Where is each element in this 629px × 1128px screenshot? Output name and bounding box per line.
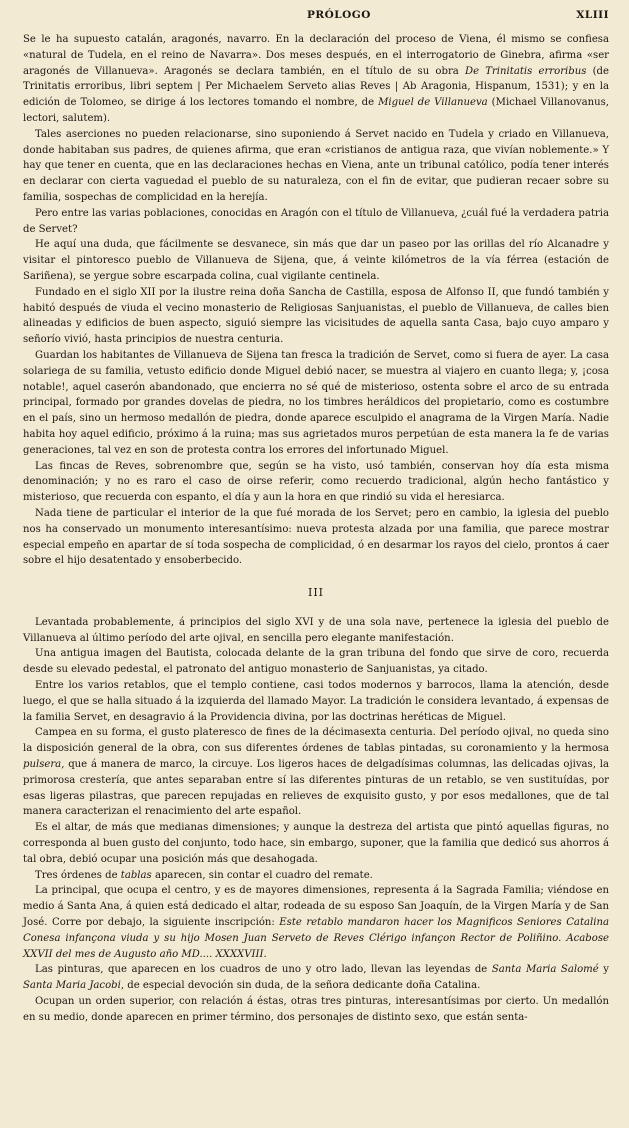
section-heading: III: [307, 586, 325, 600]
paragraph: Pero entre las varias poblaciones, conocidas en Aragón con el título de Villanueva, ¿cuál fué la verdadera patria de Servet?: [23, 207, 609, 235]
paragraph: Entre los varios retablos, que el templo contiene, casi todos modernos y barrocos, llama la atención, desde luego, el que se halla situado á la izquierda del llamado Mayor. La tradición le considera levantado, á expensas de la familia Servet, en desagravio á la Providencia divina, por las doctrinas heréticas de Miguel.: [23, 680, 609, 723]
body-text: [23, 32, 609, 1026]
paragraph: Es el altar, de más que medianas dimensiones; y aunque la destreza del artista que pintó aquellas figuras, no corresponda al buen gusto del conjunto, todo hace, sin embargo, suponer, que la familia que dedicó sus ahorros á tal obra, debió ocupar una posición más que desahogada.: [23, 822, 609, 865]
paragraph: Tales aserciones no pueden relacionarse, sino suponiendo á Servet nacido en Tudela y criado en Villanueva, donde habitaban sus padres, de quienes afirma, que eran «cristianos de antigua raza, que vivían noblemente.» Y hay que tener en cuenta, que en las declaraciones hechas en Viena, ante un tribunal católico, podía tener interés en declarar con cierta vaguedad el pueblo de su naturaleza, con el fin de evitar, que pudieran recaer sobre su familia, sospechas de complicidad en la herejía.: [23, 128, 609, 203]
paragraph: Fundado en el siglo XII por la ilustre reina doña Sancha de Castilla, esposa de Alfonso II, que fundó también y habitó después de viuda el vecino monasterio de Religiosas Sanjuanistas, el pueblo de Villanueva, de calles bien alineadas y edificios de buen aspecto, siguió siempre las vicisitudes de aquella santa Casa, bajo cuyo amparo y señorío vivió, hasta principios de nuestra centuria.: [23, 286, 609, 346]
paragraph: Ocupan un orden superior, con relación á éstas, otras tres pinturas, interesantísimas por cierto. Un medallón en su medio, donde aparecen en primer término, dos personajes de distinto sexo, que están senta-: [23, 996, 609, 1023]
paragraph: Levantada probablemente, á principios del siglo XVI y de una sola nave, pertenece la iglesia del pueblo de Villanueva al último período del arte ojival, en sencilla pero elegante manifestación.: [23, 616, 609, 644]
paragraph: Campea en su forma, el gusto plateresco de fines de la décimasexta centuria. Del período ojival, no queda sino la disposición general de la obra, con sus diferentes órdenes de tablas pintadas, su coronamiento y la hermosa pulsera, que á manera de marco, la circuye. Los ligeros haces de delgadísimas columnas, las delicadas ojivas, la primorosa crestería, que antes separaban entre sí las diferentes pinturas de un retablo, se ven sustituídas, por esas ligeras pilastras, que parecen repujadas en relieves de exquisito gusto, y por esos medallones, que de tal manera caracterizan el renacimiento del arte español.: [23, 727, 609, 818]
paragraph: Nada tiene de particular el interior de la que fué morada de los Servet; pero en cambio, la iglesia del pueblo nos ha conservado un monumento interesantísimo: nueva protesta alzada por una familia, que parece mostrar especial empeño en apartar de sí toda sospecha de complicidad, ó en desarmar los rayos del cielo, prontos á caer sobre el hijo desatentado y ensoberbecido.: [23, 507, 609, 567]
running-header: [23, 0, 609, 32]
paragraph: Guardan los habitantes de Villanueva de Sijena tan fresca la tradición de Servet, como si fuera de ayer. La casa solariega de su familia, vetusto edificio donde Miguel debió nacer, se muestra al viajero en cuanto llega; y, ¡cosa notable!, aquel caserón abandonado, que encierra no sé qué de misterioso, ostenta sobre el arco de su entrada principal, formado por grandes dovelas de piedra, no los timbres heráldicos del propietario, como es costumbre en el país, sino un hermoso medallón de piedra, donde aparece esculpido el anagrama de la Virgen María. Nadie habita hoy aquel edificio, próximo á la ruina; mas sus agrietados muros perpetúan de esta manera la fe de varias generaciones, tal vez en son de protesta contra los errores del infortunado Miguel.: [23, 349, 609, 456]
paragraph: Se le ha supuesto catalán, aragonés, navarro. En la declaración del proceso de Viena, él mismo se confiesa «natural de Tudela, en el reino de Navarra». Dos meses después, en el interrogatorio de Ginebra, afirma «ser aragonés de Villanueva». Aragonés se declara también, en el título de su obra De Trinitatis erroribus (de Trinitatis erroribus, libri septem | Per Michaelem Serveto alias Reves | Ab Aragonia, Hispanum, 1531); y en la edición de Tolomeo, se dirige á los lectores tomando el nombre, de Miguel de Villanueva (Michael Villanovanus, lectori, salutem).: [23, 34, 610, 124]
paragraph: Tres órdenes de tablas aparecen, sin contar el cuadro del remate.: [35, 869, 373, 881]
paragraph: Las fincas de Reves, sobrenombre que, según se ha visto, usó también, conservan hoy día esta misma denominación; y no es raro el caso de oirse referir, como recuerdo tradicional, algún hecho fantástico y misterioso, que recuerda con espanto, el día y aun la hora en que rindió su vida el heresiarca.: [23, 460, 609, 504]
paragraph: He aquí una duda, que fácilmente se desvanece, sin más que dar un paseo por las orillas del río Alcanadre y visitar el pintoresco pueblo de Villanueva de Sijena, que, á veinte kilómetros de la vía férrea (estación de Sariñena), se yergue sobre escarpada colina, cual vigilante centinela.: [23, 239, 609, 282]
running-title: PRÓLOGO: [307, 9, 371, 21]
page-number: XLIII: [576, 9, 609, 21]
paragraph: La principal, que ocupa el centro, y es de mayores dimensiones, representa á la Sagrada Familia; viéndose en medio á Santa Ana, á quien está dedicado el altar, rodeada de su esposo San Joaquín, de la Virgen María y de San José. Corre por debajo, la siguiente inscripción: Este retablo mandaron hacer los Magnificos Seniores Catalina Conesa infançona viuda y su hijo Mosen Juan Serveto de Reves Clérigo infançon Rector de Poliñino. Acabose XXVII del mes de Augusto año MD.... XXXXVIII.: [23, 885, 609, 960]
paragraph: Las pinturas, que aparecen en los cuadros de uno y otro lado, llevan las leyendas de Santa Maria Salomé y Santa Maria Jacobi, de especial devoción sin duda, de la señora dedicante doña Catalina.: [23, 964, 609, 992]
paragraph: Una antigua imagen del Bautista, colocada delante de la gran tribuna del fondo que sirve de coro, recuerda desde su elevado pedestal, el patronato del antiguo monasterio de Sanjuanistas, ya citado.: [23, 648, 609, 676]
